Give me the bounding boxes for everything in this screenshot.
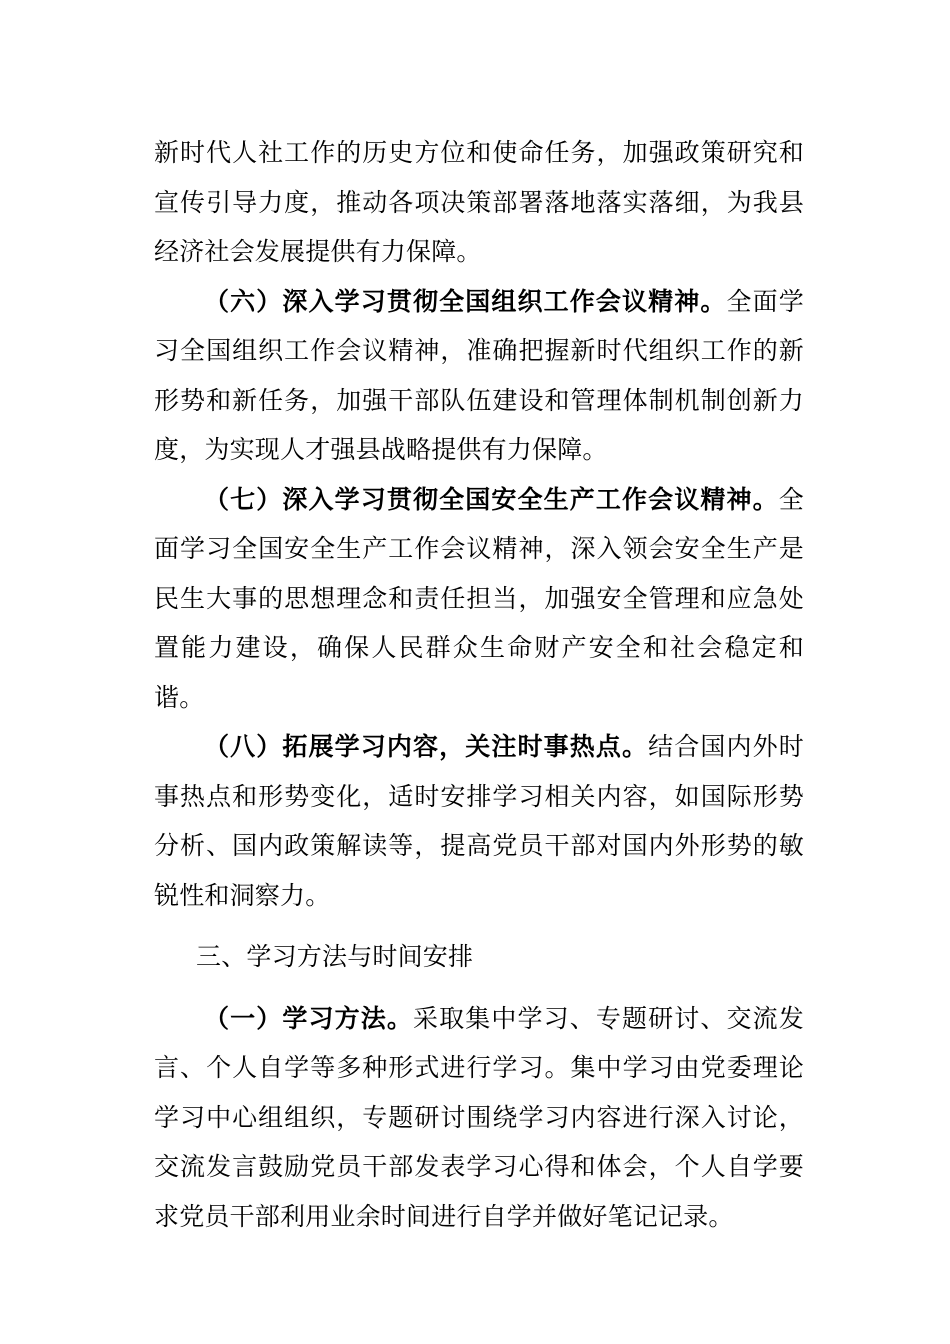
paragraph-continuation <box>154 128 804 277</box>
paragraph-text: 结合国内外时事热点和形势变化，适时安排学习相关内容，如国际形势分析、国内政策解读等，提高党员干部对国内外形势的敏锐性和洞察力。 <box>154 732 805 910</box>
paragraph-lead: （一）学习方法。 <box>204 1003 414 1033</box>
paragraph-item-8 <box>154 722 804 920</box>
paragraph-item-6 <box>154 277 804 475</box>
paragraph-lead: （六）深入学习贯彻全国组织工作会议精神。 <box>204 286 727 316</box>
paragraph-lead: （八）拓展学习内容，关注时事热点。 <box>204 732 649 761</box>
document-body <box>154 128 804 1241</box>
paragraph-text: 全面学习全国安全生产工作会议精神，深入领会安全生产是民生大事的思想理念和责任担当，加强安全管理和应急处置能力建设，确保人民群众生命财产安全和社会稳定和谐。 <box>154 484 804 712</box>
paragraph-text: 全面学习全国组织工作会议精神，准确把握新时代组织工作的新形势和新任务，加强干部队伍建设和管理体制机制创新力度，为实现人才强县战略提供有力保障。 <box>154 286 804 464</box>
section-spacer <box>154 982 804 994</box>
paragraph-text: 新时代人社工作的历史方位和使命任务，加强政策研究和宣传引导力度，推动各项决策部署落地落实落细，为我县经济社会发展提供有力保障。 <box>154 138 804 266</box>
paragraph-item-7 <box>154 475 804 723</box>
paragraph-text: 采取集中学习、专题研讨、交流发言、个人自学等多种形式进行学习。集中学习由党委理论学习中心组组织，专题研讨围绕学习内容进行深入讨论，交流发言鼓励党员干部发表学习心得和体会，个人自学要求党员干部利用业余时间进行自学并做好笔记记录。 <box>154 1003 804 1231</box>
paragraph-lead: （七）深入学习贯彻全国安全生产工作会议精神。 <box>204 484 779 514</box>
section-spacer <box>154 920 804 932</box>
section-heading: 三、学习方法与时间安排 <box>196 942 474 971</box>
paragraph-method <box>154 994 804 1242</box>
